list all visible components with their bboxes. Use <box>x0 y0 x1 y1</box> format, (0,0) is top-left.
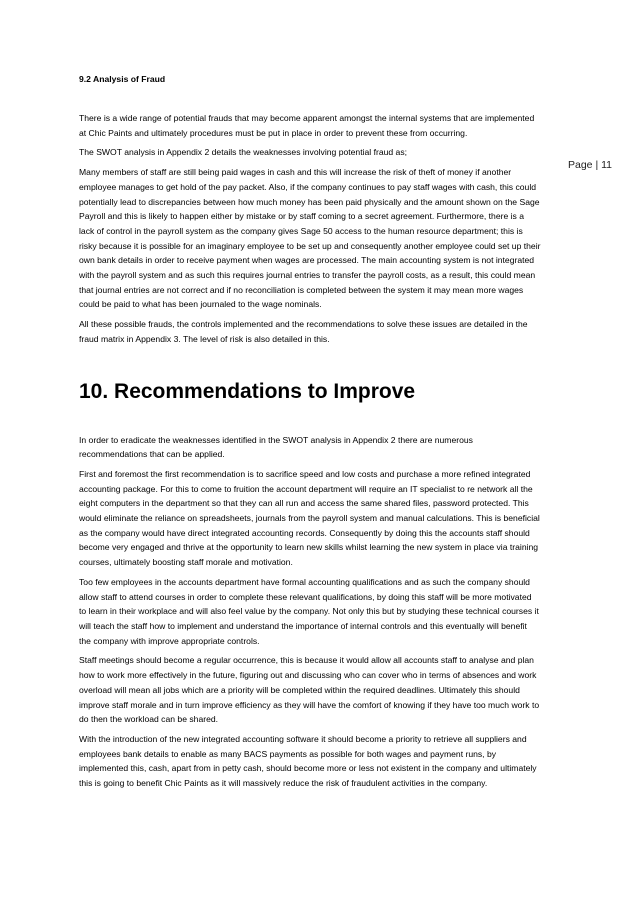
page-number: Page | 11 <box>568 159 612 171</box>
paragraph-swot-fraud: The SWOT analysis in Appendix 2 details the weaknesses involving potential fraud as; <box>79 147 408 158</box>
paragraph-wage-risks: Many members of staff are still being paid wages in cash and this will increase the risk of theft of money if another employee manages to get hold of the pay packet. Also, if the company continues to pay staff wages with cash, this could potentially lead to discrepancies between how much money has been paid physically and the amount shown on the Sage Payroll and this is likely to happen either by mistake or by staff coming to a secret agreement. Furthermore, there is a lack of control in the payroll system as the company gives Sage 50 access to the human resource department; this is risky because it is possible for an imaginary employee to be set up and consequently another employee could set up their own bank details in order to receive payment when wages are processed. The main accounting system is not integrated with the payroll system and as such this requires journal entries to transfer the payroll costs, as a result, this could mean that journal entries are not correct and if no reconciliation is completed between the system it may mean more wages could be paid to what has been journaled to the wage nominals. <box>79 167 541 310</box>
paragraph-bacs-payments: With the introduction of the new integrated accounting software it should become a priority to retrieve all suppliers and employees bank details to enable as many BACS payments as possible for both wages and payment runs, by implemented this, cash, apart from in petty cash, should become more or less not existent in the company and ultimately this is going to benefit Chic Paints as it will massively reduce the risk of fraudulent activities in the company. <box>79 733 537 789</box>
document-body <box>79 74 541 796</box>
paragraph-integrated-software: First and foremost the first recommendation is to sacrifice speed and low costs and purchase a more refined integrated accounting package. For this to come to fruition the account department will require an IT specialist to re network all the eight computers in the department so that they can all run and access the same shared files, password protected. This would eliminate the reliance on spreadsheets, journals from the payroll system and manual calculations. This is beneficial as the company would have direct integrated accounting records. Consequently by doing this the accounts staff should become very engaged and thrive at the opportunity to learn new skills whilst learning the new system in place via training courses, ultimately boosting staff morale and motivation. <box>79 468 540 568</box>
paragraph-recommendations-intro: In order to eradicate the weaknesses identified in the SWOT analysis in Appendix 2 there are numerous recommendations that can be applied. <box>79 434 473 460</box>
section-heading-analysis-of-fraud: 9.2 Analysis of Fraud <box>79 74 166 84</box>
paragraph-qualifications: Too few employees in the accounts department have formal accounting qualifications and as such the company should allow staff to attend courses in order to complete these relevant qualifications, by doing this staff will be more motivated to learn in their workplace and will also feel value by the company. Not only this but by studying these technical courses it will teach the staff how to implement and understand the importance of internal controls and this eventually will benefit the company with improve appropriate controls. <box>79 576 539 646</box>
paragraph-fraud-intro: There is a wide range of potential frauds that may become apparent amongst the internal systems that are implemented at Chic Paints and ultimately procedures must be put in place in order to prevent these from occurring. <box>79 113 535 138</box>
paragraph-staff-meetings: Staff meetings should become a regular occurrence, this is because it would allow all accounts staff to analyse and plan how to work more effectively in the future, figuring out and discussing who can cover who in terms of absences and work overload will mean all jobs which are a priority will be completed within the required deadlines. Ultimately this should improve staff morale and in turn improve efficiency as they will have the comfort of knowing if they have too much work to do then the workload can be shared. <box>79 655 540 725</box>
section-heading-recommendations: 10. Recommendations to Improve <box>79 379 416 403</box>
paragraph-fraud-matrix: All these possible frauds, the controls implemented and the recommendations to solve these issues are detailed in the fraud matrix in Appendix 3. The level of risk is also detailed in this. <box>79 319 528 344</box>
